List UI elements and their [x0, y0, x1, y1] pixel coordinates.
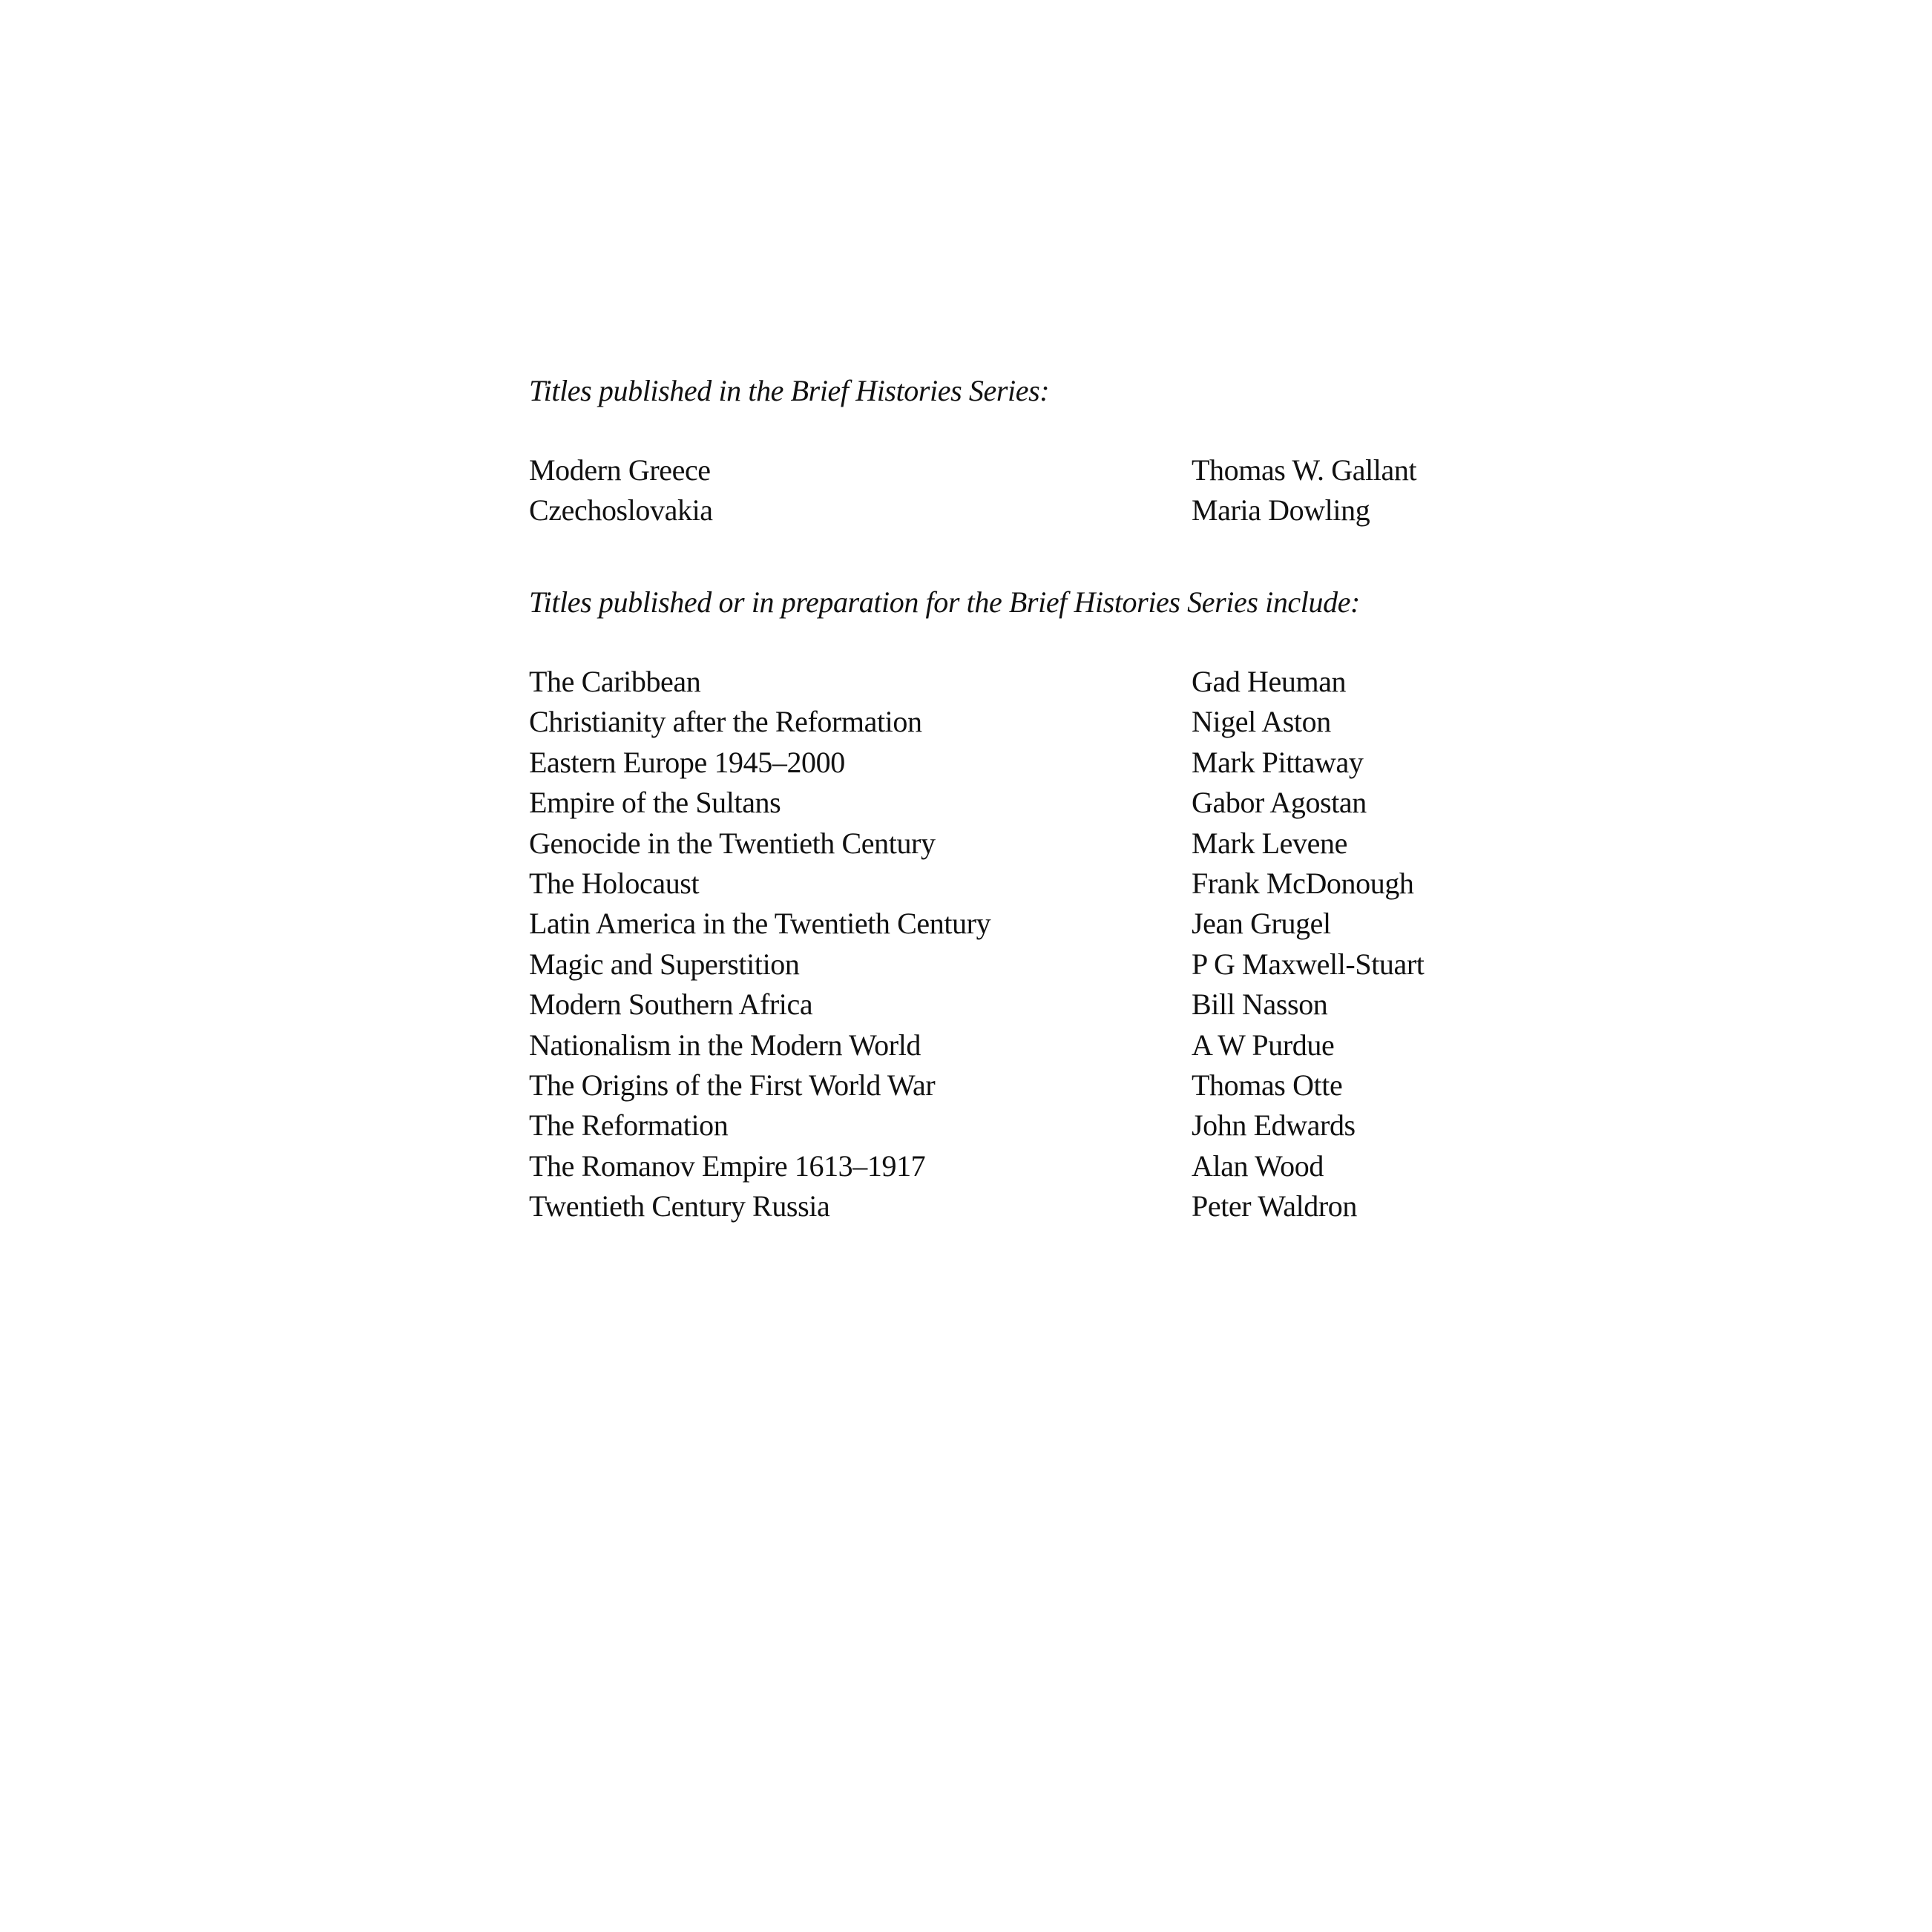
list-item — [529, 1105, 1449, 1146]
list-item — [529, 824, 1449, 864]
list-item — [529, 1065, 1449, 1105]
book-author: Thomas Otte — [1192, 1068, 1343, 1102]
list-item — [529, 1146, 1449, 1186]
book-title: Genocide in the Twentieth Century — [529, 826, 936, 860]
list-item — [529, 490, 1449, 530]
published-list — [529, 450, 1449, 531]
book-author: Gabor Agostan — [1192, 786, 1367, 820]
book-title: Empire of the Sultans — [529, 786, 781, 820]
book-title: Christianity after the Reformation — [529, 705, 922, 739]
list-item — [529, 904, 1449, 944]
book-author: Gad Heuman — [1192, 665, 1347, 698]
book-author: Peter Waldron — [1192, 1189, 1358, 1223]
list-item — [529, 662, 1449, 702]
book-title: Twentieth Century Russia — [529, 1189, 830, 1223]
list-item — [529, 944, 1449, 985]
book-author: Frank McDonough — [1192, 866, 1414, 900]
list-item — [529, 743, 1449, 783]
list-item — [529, 1025, 1449, 1065]
list-item — [529, 702, 1449, 742]
book-author: Bill Nasson — [1192, 988, 1328, 1022]
book-author: Nigel Aston — [1192, 705, 1331, 739]
list-item — [529, 783, 1449, 823]
book-author: Maria Dowling — [1192, 493, 1370, 528]
book-author: Mark Levene — [1192, 826, 1347, 860]
book-title: The Romanov Empire 1613–1917 — [529, 1149, 926, 1183]
book-author: Mark Pittaway — [1192, 745, 1364, 779]
book-title: The Holocaust — [529, 866, 700, 900]
forthcoming-list — [529, 662, 1449, 1226]
book-title: The Reformation — [529, 1108, 729, 1143]
list-item — [529, 450, 1449, 490]
book-title: Latin America in the Twentieth Century — [529, 907, 991, 941]
book-author: A W Purdue — [1192, 1028, 1335, 1062]
forthcoming-heading: Titles published or in preparation for the Brief Histories Series include: — [529, 585, 1360, 619]
list-item — [529, 985, 1449, 1025]
book-author: P G Maxwell-Stuart — [1192, 947, 1425, 981]
book-author: Thomas W. Gallant — [1192, 453, 1417, 487]
list-item — [529, 864, 1449, 904]
published-heading: Titles published in the Brief Histories Series: — [529, 374, 1050, 407]
book-title: Magic and Superstition — [529, 947, 800, 981]
book-author: Alan Wood — [1192, 1149, 1324, 1183]
book-title: Modern Greece — [529, 453, 711, 487]
book-title: Eastern Europe 1945–2000 — [529, 745, 845, 779]
book-author: John Edwards — [1192, 1108, 1356, 1143]
book-author: Jean Grugel — [1192, 907, 1331, 941]
book-title: The Caribbean — [529, 665, 701, 698]
list-item — [529, 1186, 1449, 1226]
book-title: Czechoslovakia — [529, 493, 713, 528]
book-title: Modern Southern Africa — [529, 988, 813, 1022]
book-title: The Origins of the First World War — [529, 1068, 936, 1102]
book-title: Nationalism in the Modern World — [529, 1028, 921, 1062]
